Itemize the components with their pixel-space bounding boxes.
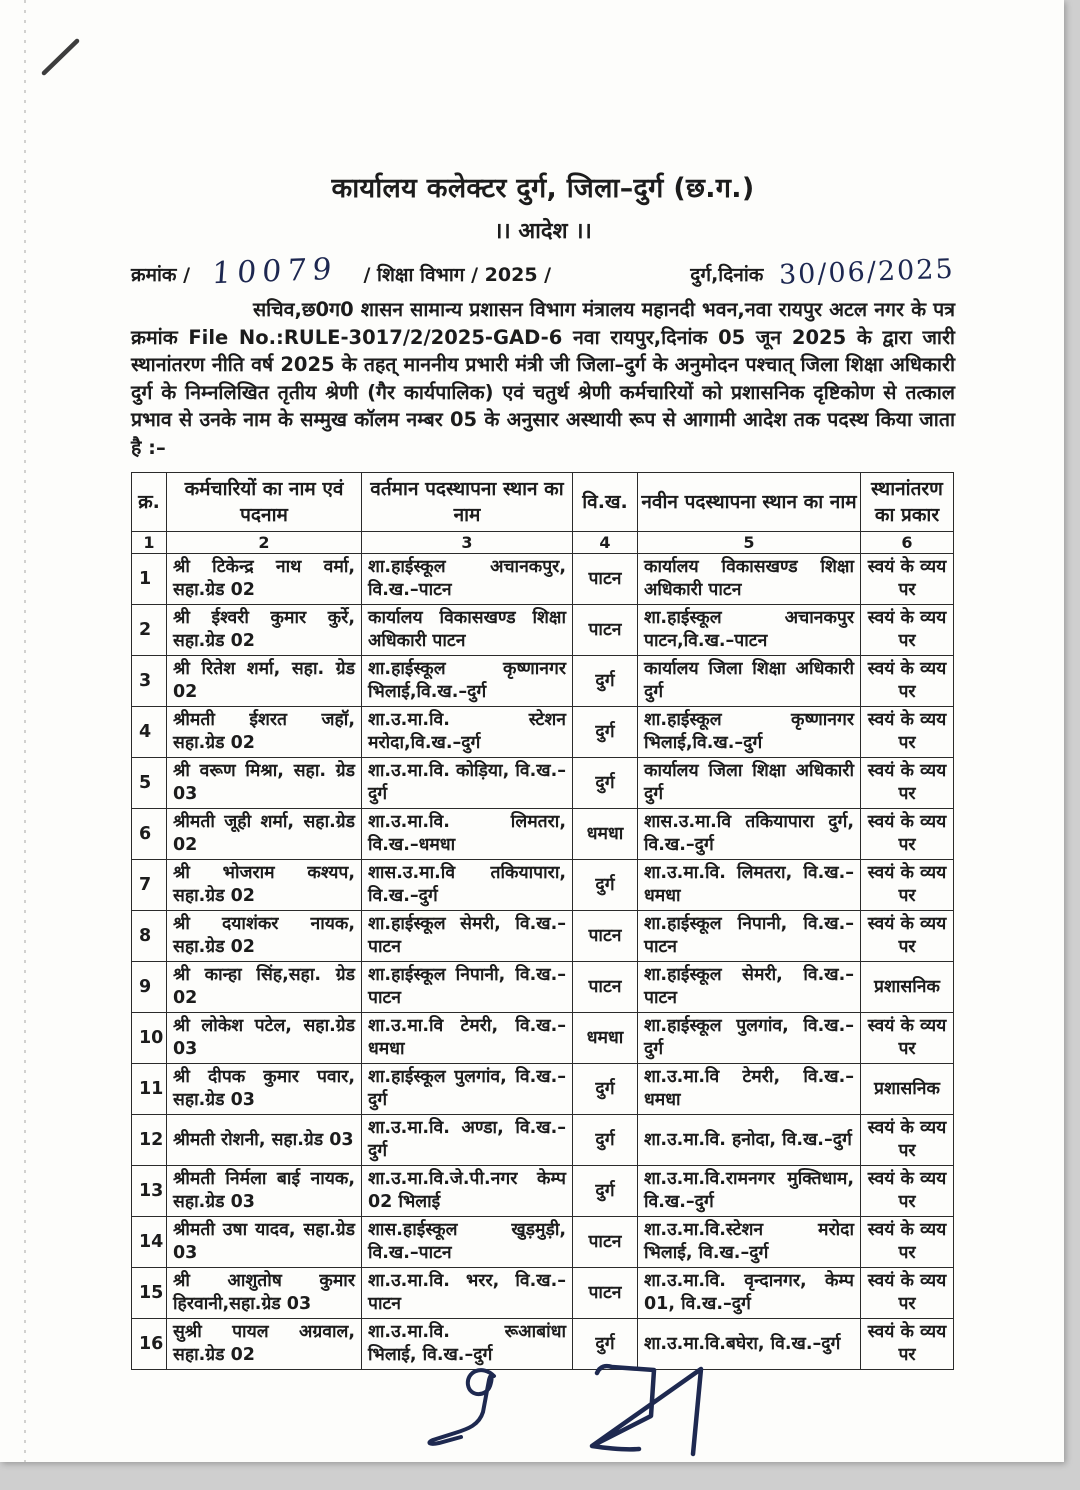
table-row xyxy=(132,962,954,1013)
cell-employee-name: श्री टिकेन्द्र नाथ वर्मा, सहा.ग्रेड 02 xyxy=(167,554,362,605)
cell-new-posting: शा.हाईस्कूल अचानकपुर पाटन,वि.ख.–पाटन xyxy=(638,605,861,656)
ref-department-text: / शिक्षा विभाग / 2025 / xyxy=(363,264,552,286)
cell-employee-name: श्रीमती उषा यादव, सहा.ग्रेड 03 xyxy=(167,1217,362,1268)
table-row xyxy=(132,860,954,911)
cell-current-posting: शा.उ.मा.वि. रूआबांधा भिलाई, वि.ख.–दुर्ग xyxy=(362,1319,573,1370)
cell-serial: 16 xyxy=(132,1319,167,1370)
cell-serial: 10 xyxy=(132,1013,167,1064)
ref-number-label: क्रमांक / xyxy=(131,264,191,286)
table-row xyxy=(132,1319,954,1370)
cell-block: पाटन xyxy=(573,1268,638,1319)
transfer-table-body xyxy=(132,554,954,1370)
cell-transfer-type: स्वयं के व्यय पर xyxy=(861,1166,954,1217)
cell-current-posting: शा.हाईस्कूल कृष्णानगर भिलाई,वि.ख.–दुर्ग xyxy=(362,656,573,707)
table-row xyxy=(132,1013,954,1064)
cell-transfer-type: स्वयं के व्यय पर xyxy=(861,911,954,962)
cell-new-posting: कार्यालय जिला शिक्षा अधिकारी दुर्ग xyxy=(638,758,861,809)
cell-employee-name: श्री वरूण मिश्रा, सहा. ग्रेड 03 xyxy=(167,758,362,809)
cell-serial: 3 xyxy=(132,656,167,707)
cell-employee-name: श्री दीपक कुमार पवार, सहा.ग्रेड 03 xyxy=(167,1064,362,1115)
handwritten-ref-number: 10079 xyxy=(210,251,339,292)
handwritten-date: 30/06/2025 xyxy=(778,253,956,291)
cell-serial: 6 xyxy=(132,809,167,860)
cell-current-posting: शा.उ.मा.वि.जे.पी.नगर केम्प 02 भिलाई xyxy=(362,1166,573,1217)
cell-current-posting: शा.उ.मा.वि. कोड़िया, वि.ख.–दुर्ग xyxy=(362,758,573,809)
table-row xyxy=(132,605,954,656)
cell-new-posting: शा.उ.मा.वि टेमरी, वि.ख.–धमधा xyxy=(638,1064,861,1115)
cell-serial: 9 xyxy=(132,962,167,1013)
cell-new-posting: शा.उ.मा.वि.बघेरा, वि.ख.–दुर्ग xyxy=(638,1319,861,1370)
cell-new-posting: कार्यालय विकासखण्ड शिक्षा अधिकारी पाटन xyxy=(638,554,861,605)
cell-serial: 8 xyxy=(132,911,167,962)
column-number: 2 xyxy=(167,532,362,554)
cell-new-posting: शा.उ.मा.वि.रामनगर मुक्तिधाम, वि.ख.–दुर्ग xyxy=(638,1166,861,1217)
cell-current-posting: कार्यालय विकासखण्ड शिक्षा अधिकारी पाटन xyxy=(362,605,573,656)
cell-new-posting: कार्यालय जिला शिक्षा अधिकारी दुर्ग xyxy=(638,656,861,707)
cell-block: पाटन xyxy=(573,911,638,962)
header-serial: क्र. xyxy=(132,473,167,532)
cell-employee-name: श्री लोकेश पटेल, सहा.ग्रेड 03 xyxy=(167,1013,362,1064)
cell-new-posting: शा.उ.मा.वि. वृन्दानगर, केम्प 01, वि.ख.–दुर्ग xyxy=(638,1268,861,1319)
cell-new-posting: शा.उ.मा.वि. हनोदा, वि.ख.–दुर्ग xyxy=(638,1115,861,1166)
cell-employee-name: श्रीमती जूही शर्मा, सहा.ग्रेड 02 xyxy=(167,809,362,860)
cell-transfer-type: स्वयं के व्यय पर xyxy=(861,1217,954,1268)
cell-transfer-type: प्रशासनिक xyxy=(861,1064,954,1115)
cell-transfer-type: स्वयं के व्यय पर xyxy=(861,656,954,707)
cell-new-posting: शा.हाईस्कूल कृष्णानगर भिलाई,वि.ख.–दुर्ग xyxy=(638,707,861,758)
header-block: वि.ख. xyxy=(573,473,638,532)
cell-block: दुर्ग xyxy=(573,1115,638,1166)
cell-employee-name: श्री आशुतोष कुमार हिरवानी,सहा.ग्रेड 03 xyxy=(167,1268,362,1319)
cell-current-posting: शा.उ.मा.वि. भरर, वि.ख.–पाटन xyxy=(362,1268,573,1319)
cell-transfer-type: स्वयं के व्यय पर xyxy=(861,860,954,911)
cell-block: पाटन xyxy=(573,1217,638,1268)
cell-transfer-type: स्वयं के व्यय पर xyxy=(861,605,954,656)
order-document-content xyxy=(131,0,955,1370)
cell-current-posting: शा.हाईस्कूल पुलगांव, वि.ख.–दुर्ग xyxy=(362,1064,573,1115)
table-row xyxy=(132,1217,954,1268)
cell-serial: 4 xyxy=(132,707,167,758)
cell-transfer-type: स्वयं के व्यय पर xyxy=(861,1013,954,1064)
cell-current-posting: शा.हाईस्कूल अचानकपुर, वि.ख.–पाटन xyxy=(362,554,573,605)
cell-transfer-type: स्वयं के व्यय पर xyxy=(861,1319,954,1370)
cell-block: दुर्ग xyxy=(573,860,638,911)
cell-new-posting: शास.उ.मा.वि तकियापारा दुर्ग, वि.ख.–दुर्ग xyxy=(638,809,861,860)
place-date-label: दुर्ग,दिनांक xyxy=(690,264,764,286)
cell-employee-name: सुश्री पायल अग्रवाल, सहा.ग्रेड 02 xyxy=(167,1319,362,1370)
cell-employee-name: श्री भोजराम कश्यप, सहा.ग्रेड 02 xyxy=(167,860,362,911)
cell-new-posting: शा.उ.मा.वि.स्टेशन मरोदा भिलाई, वि.ख.–दुर्ग xyxy=(638,1217,861,1268)
table-row xyxy=(132,656,954,707)
cell-current-posting: शा.उ.मा.वि टेमरी, वि.ख.–धमधा xyxy=(362,1013,573,1064)
table-row xyxy=(132,911,954,962)
cell-current-posting: शा.हाईस्कूल निपानी, वि.ख.– पाटन xyxy=(362,962,573,1013)
cell-block: धमधा xyxy=(573,1013,638,1064)
header-employee-name: कर्मचारियों का नाम एवं पदनाम xyxy=(167,473,362,532)
column-number: 5 xyxy=(638,532,861,554)
cell-employee-name: श्री कान्हा सिंह,सहा. ग्रेड 02 xyxy=(167,962,362,1013)
cell-employee-name: श्री दयाशंकर नायक, सहा.ग्रेड 02 xyxy=(167,911,362,962)
cell-employee-name: श्रीमती ईशरत जहॉ, सहा.ग्रेड 02 xyxy=(167,707,362,758)
table-row xyxy=(132,809,954,860)
table-row xyxy=(132,1115,954,1166)
cell-block: दुर्ग xyxy=(573,707,638,758)
cell-new-posting: शा.हाईस्कूल सेमरी, वि.ख.– पाटन xyxy=(638,962,861,1013)
cell-new-posting: शा.हाईस्कूल निपानी, वि.ख.– पाटन xyxy=(638,911,861,962)
cell-block: दुर्ग xyxy=(573,1064,638,1115)
cell-transfer-type: स्वयं के व्यय पर xyxy=(861,707,954,758)
cell-serial: 5 xyxy=(132,758,167,809)
table-row xyxy=(132,707,954,758)
cell-transfer-type: स्वयं के व्यय पर xyxy=(861,758,954,809)
transfer-table xyxy=(131,472,954,1370)
order-heading: ।। आदेश ।। xyxy=(494,219,592,244)
table-row xyxy=(132,1064,954,1115)
reference-line xyxy=(131,251,956,292)
cell-serial: 2 xyxy=(132,605,167,656)
column-number: 4 xyxy=(573,532,638,554)
column-number: 1 xyxy=(132,532,167,554)
cell-transfer-type: स्वयं के व्यय पर xyxy=(861,1268,954,1319)
header-transfer-type: स्थानांतरण का प्रकार xyxy=(861,473,954,532)
cell-current-posting: शास.उ.मा.वि तकियापारा, वि.ख.–दुर्ग xyxy=(362,860,573,911)
page-title: कार्यालय कलेक्टर दुर्ग, जिला–दुर्ग (छ.ग.) xyxy=(331,173,755,204)
cell-block: पाटन xyxy=(573,605,638,656)
cell-current-posting: शा.उ.मा.वि. स्टेशन मरोदा,वि.ख.–दुर्ग xyxy=(362,707,573,758)
cell-block: पाटन xyxy=(573,554,638,605)
table-row xyxy=(132,758,954,809)
cell-serial: 14 xyxy=(132,1217,167,1268)
cell-serial: 11 xyxy=(132,1064,167,1115)
cell-transfer-type: स्वयं के व्यय पर xyxy=(861,809,954,860)
cell-current-posting: शा.उ.मा.वि. अण्डा, वि.ख.–दुर्ग xyxy=(362,1115,573,1166)
cell-employee-name: श्रीमती निर्मला बाई नायक, सहा.ग्रेड 03 xyxy=(167,1166,362,1217)
cell-serial: 15 xyxy=(132,1268,167,1319)
cell-new-posting: शा.हाईस्कूल पुलगांव, वि.ख.–दुर्ग xyxy=(638,1013,861,1064)
cell-block: दुर्ग xyxy=(573,1319,638,1370)
cell-current-posting: शा.हाईस्कूल सेमरी, वि.ख.–पाटन xyxy=(362,911,573,962)
cell-transfer-type: स्वयं के व्यय पर xyxy=(861,1115,954,1166)
cell-current-posting: शास.हाईस्कूल खुड़मुड़ी, वि.ख.–पाटन xyxy=(362,1217,573,1268)
cell-transfer-type: प्रशासनिक xyxy=(861,962,954,1013)
cell-block: धमधा xyxy=(573,809,638,860)
order-body-paragraph: सचिव,छ0ग0 शासन सामान्य प्रशासन विभाग मंत्रालय महानदी भवन,नवा रायपुर अटल नगर के पत्र क्रमांक File No.:RULE-3017/2/2025-GAD-6 नवा रायपुर,दिनांक 05 जून 2025 के द्वारा जारी स्थानांतरण नीति वर्ष 2025 के तहत् माननीय प्रभारी मंत्री जी जिला–दुर्ग के अनुमोदन पश्चात् जिला शिक्षा अधिकारी दुर्ग के निम्नलिखित तृतीय श्रेणी (गैर कार्यपालिक) एवं चतुर्थ श्रेणी कर्मचारियों को प्रशासनिक दृष्टिकोण से तत्काल प्रभाव से उनके नाम के सम्मुख कॉलम नम्बर 05 के अनुसार अस्थायी रूप से आगामी आदेश तक पदस्थ किया जाता है :– xyxy=(131,298,955,459)
cell-current-posting: शा.उ.मा.वि. लिमतरा, वि.ख.–धमधा xyxy=(362,809,573,860)
cell-block: पाटन xyxy=(573,962,638,1013)
column-number-row xyxy=(132,532,954,554)
cell-transfer-type: स्वयं के व्यय पर xyxy=(861,554,954,605)
cell-employee-name: श्री ईश्वरी कुमार कुर्रे, सहा.ग्रेड 02 xyxy=(167,605,362,656)
cell-serial: 1 xyxy=(132,554,167,605)
header-current-posting: वर्तमान पदस्थापना स्थान का नाम xyxy=(362,473,573,532)
header-new-posting: नवीन पदस्थापना स्थान का नाम xyxy=(638,473,861,532)
cell-new-posting: शा.उ.मा.वि. लिमतरा, वि.ख.–धमधा xyxy=(638,860,861,911)
column-number: 3 xyxy=(362,532,573,554)
table-row xyxy=(132,1166,954,1217)
cell-serial: 12 xyxy=(132,1115,167,1166)
table-row xyxy=(132,1268,954,1319)
table-row xyxy=(132,554,954,605)
cell-employee-name: श्रीमती रोशनी, सहा.ग्रेड 03 xyxy=(167,1115,362,1166)
cell-block: दुर्ग xyxy=(573,656,638,707)
cell-employee-name: श्री रितेश शर्मा, सहा. ग्रेड 02 xyxy=(167,656,362,707)
column-number: 6 xyxy=(861,532,954,554)
table-header-row xyxy=(132,473,954,532)
cell-serial: 13 xyxy=(132,1166,167,1217)
cell-block: दुर्ग xyxy=(573,758,638,809)
cell-serial: 7 xyxy=(132,860,167,911)
cell-block: दुर्ग xyxy=(573,1166,638,1217)
